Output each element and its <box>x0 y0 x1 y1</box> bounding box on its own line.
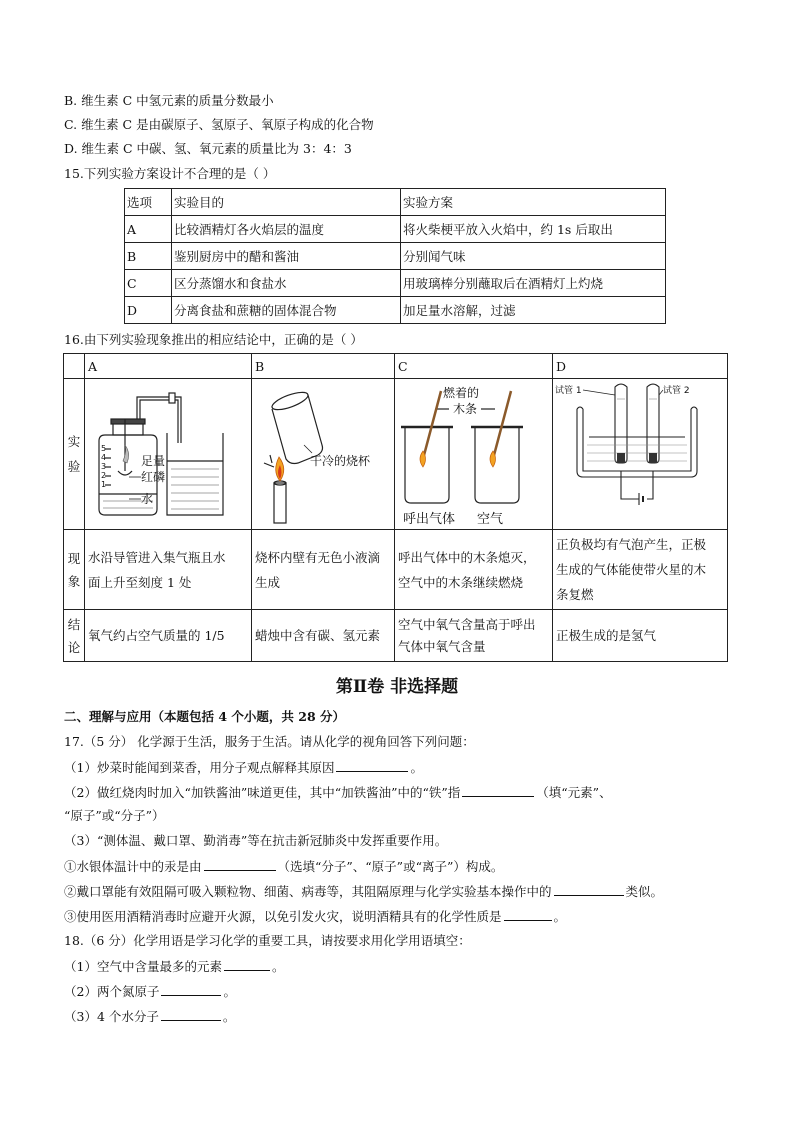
table-row <box>125 297 666 324</box>
conclusion-a: 氧气约占空气质量的 1/5 <box>85 610 252 662</box>
table-header: 选项 <box>125 189 172 216</box>
phenomenon-c: 呼出气体中的木条熄灭， 空气中的木条继续燃烧 <box>395 530 553 610</box>
svg-text:4: 4 <box>101 453 107 462</box>
figure-b-candle-beaker <box>252 379 392 525</box>
answer-blank[interactable] <box>224 957 270 971</box>
q14-option-d: D. 维生素 C 中碳、氢、氧元素的质量比为 3：4：3 <box>64 141 352 156</box>
figure-c-cell <box>395 379 553 530</box>
answer-blank[interactable] <box>462 783 534 797</box>
q16-stem: 16.由下列实验现象推出的相应结论中，正确的是（ ） <box>64 332 363 347</box>
figure-b-cell <box>252 379 395 530</box>
q18-part3: （3）4 个水分子 。 <box>64 1009 236 1024</box>
answer-blank[interactable] <box>504 907 552 921</box>
figure-a-cell <box>85 379 252 530</box>
table-header: 实验目的 <box>172 189 401 216</box>
q17-stem: 17.（5 分） 化学源于生活，服务于生活。请从化学的视角回答下列问题： <box>64 734 475 749</box>
table-cell: A <box>125 216 172 243</box>
table-header: 实验方案 <box>401 189 666 216</box>
table-row <box>125 216 666 243</box>
table-cell: B <box>125 243 172 270</box>
svg-text:足量: 足量 <box>141 454 166 468</box>
table-header-row <box>125 189 666 216</box>
svg-text:水: 水 <box>141 492 154 506</box>
row-label-conclusion: 结 论 <box>64 610 85 662</box>
figure-a-apparatus <box>85 379 251 525</box>
table-header: A <box>85 354 252 379</box>
table-row <box>125 243 666 270</box>
answer-blank[interactable] <box>161 982 221 996</box>
part2-heading: 二、理解与应用（本题包括 4 个小题，共 28 分） <box>64 709 346 724</box>
q18-stem: 18.（6 分）化学用语是学习化学的重要工具，请按要求用化学用语填空： <box>64 933 471 948</box>
q15-table <box>124 188 666 324</box>
q17-part2-cont: “原子”或“分子”） <box>64 808 165 823</box>
q14-option-c: C. 维生素 C 是由碳原子、氢原子、氧原子构成的化合物 <box>64 117 374 132</box>
svg-text:2: 2 <box>101 471 107 480</box>
section-title: 第Ⅱ卷 非选择题 <box>335 677 459 697</box>
table-cell: 区分蒸馏水和食盐水 <box>172 270 401 297</box>
table-cell: 比较酒精灯各火焰层的温度 <box>172 216 401 243</box>
q17-part3: （3）“测体温、戴口罩、勤消毒”等在抗击新冠肺炎中发挥重要作用。 <box>64 833 448 848</box>
table-cell: 分离食盐和蔗糖的固体混合物 <box>172 297 401 324</box>
conclusion-d: 正极生成的是氢气 <box>553 610 728 662</box>
table-row-phenomenon <box>64 530 728 610</box>
phenomenon-d: 正负极均有气泡产生，正极 生成的气体能使带火星的木 条复燃 <box>553 530 728 610</box>
svg-text:试管 1: 试管 1 <box>555 386 582 396</box>
answer-blank[interactable] <box>554 882 624 896</box>
svg-text:1: 1 <box>101 480 107 489</box>
q14-option-b: B. 维生素 C 中氢元素的质量分数最小 <box>64 93 274 108</box>
figure-d-electrolysis <box>553 379 725 525</box>
table-header: B <box>252 354 395 379</box>
table-cell: C <box>125 270 172 297</box>
q17-part3a: ①水银体温计中的汞是由 （选填“分子”、“原子”或“离子”）构成。 <box>64 859 504 874</box>
table-row-conclusion <box>64 610 728 662</box>
table-cell: D <box>125 297 172 324</box>
q18-part1: （1）空气中含量最多的元素 。 <box>64 959 285 974</box>
row-label-phenomenon: 现 象 <box>64 530 85 610</box>
table-row-experiment <box>64 379 728 530</box>
table-header: C <box>395 354 553 379</box>
figure-c-bottles <box>395 379 551 525</box>
conclusion-c: 空气中氧气含量高于呼出 气体中氧气含量 <box>395 610 553 662</box>
table-cell: 加足量水溶解，过滤 <box>401 297 666 324</box>
table-header: D <box>553 354 728 379</box>
svg-text:木条: 木条 <box>453 402 478 416</box>
table-row <box>125 270 666 297</box>
svg-text:试管 2: 试管 2 <box>663 386 690 396</box>
table-cell: 将火柴梗平放入火焰中，约 1s 后取出 <box>401 216 666 243</box>
q17-part2: （2）做红烧肉时加入“加铁酱油”味道更佳，其中“加铁酱油”中的“铁”指 （填“元素”、 <box>64 785 612 800</box>
svg-text:干冷的烧杯: 干冷的烧杯 <box>310 454 371 468</box>
svg-text:燃着的: 燃着的 <box>443 386 480 400</box>
table-header-row <box>64 354 728 379</box>
svg-text:空气: 空气 <box>477 512 504 525</box>
table-cell: 用玻璃棒分别蘸取后在酒精灯上灼烧 <box>401 270 666 297</box>
phenomenon-b: 烧杯内壁有无色小液滴 生成 <box>252 530 395 610</box>
q17-part3b: ②戴口罩能有效阻隔可吸入颗粒物、细菌、病毒等，其阻隔原理与化学实验基本操作中的 类似。 <box>64 884 664 899</box>
table-cell: 分别闻气味 <box>401 243 666 270</box>
svg-text:3: 3 <box>101 462 107 471</box>
answer-blank[interactable] <box>204 857 276 871</box>
row-label-experiment: 实 验 <box>64 379 85 530</box>
q18-part2: （2）两个氮原子 。 <box>64 984 236 999</box>
table-cell: 鉴别厨房中的醋和酱油 <box>172 243 401 270</box>
q16-table <box>63 353 728 662</box>
answer-blank[interactable] <box>161 1007 221 1021</box>
answer-blank[interactable] <box>336 758 408 772</box>
q15-stem: 15.下列实验方案设计不合理的是（ ） <box>64 166 276 181</box>
svg-text:红磷: 红磷 <box>141 470 166 484</box>
svg-text:5: 5 <box>101 444 107 453</box>
q17-part3c: ③使用医用酒精消毒时应避开火源，以免引发火灾，说明酒精具有的化学性质是 。 <box>64 909 567 924</box>
q17-part1: （1）炒菜时能闻到菜香，用分子观点解释其原因 。 <box>64 760 423 775</box>
svg-text:呼出气体: 呼出气体 <box>403 512 456 525</box>
phenomenon-a: 水沿导管进入集气瓶且水 面上升至刻度 1 处 <box>85 530 252 610</box>
conclusion-b: 蜡烛中含有碳、氢元素 <box>252 610 395 662</box>
figure-d-cell <box>553 379 728 530</box>
